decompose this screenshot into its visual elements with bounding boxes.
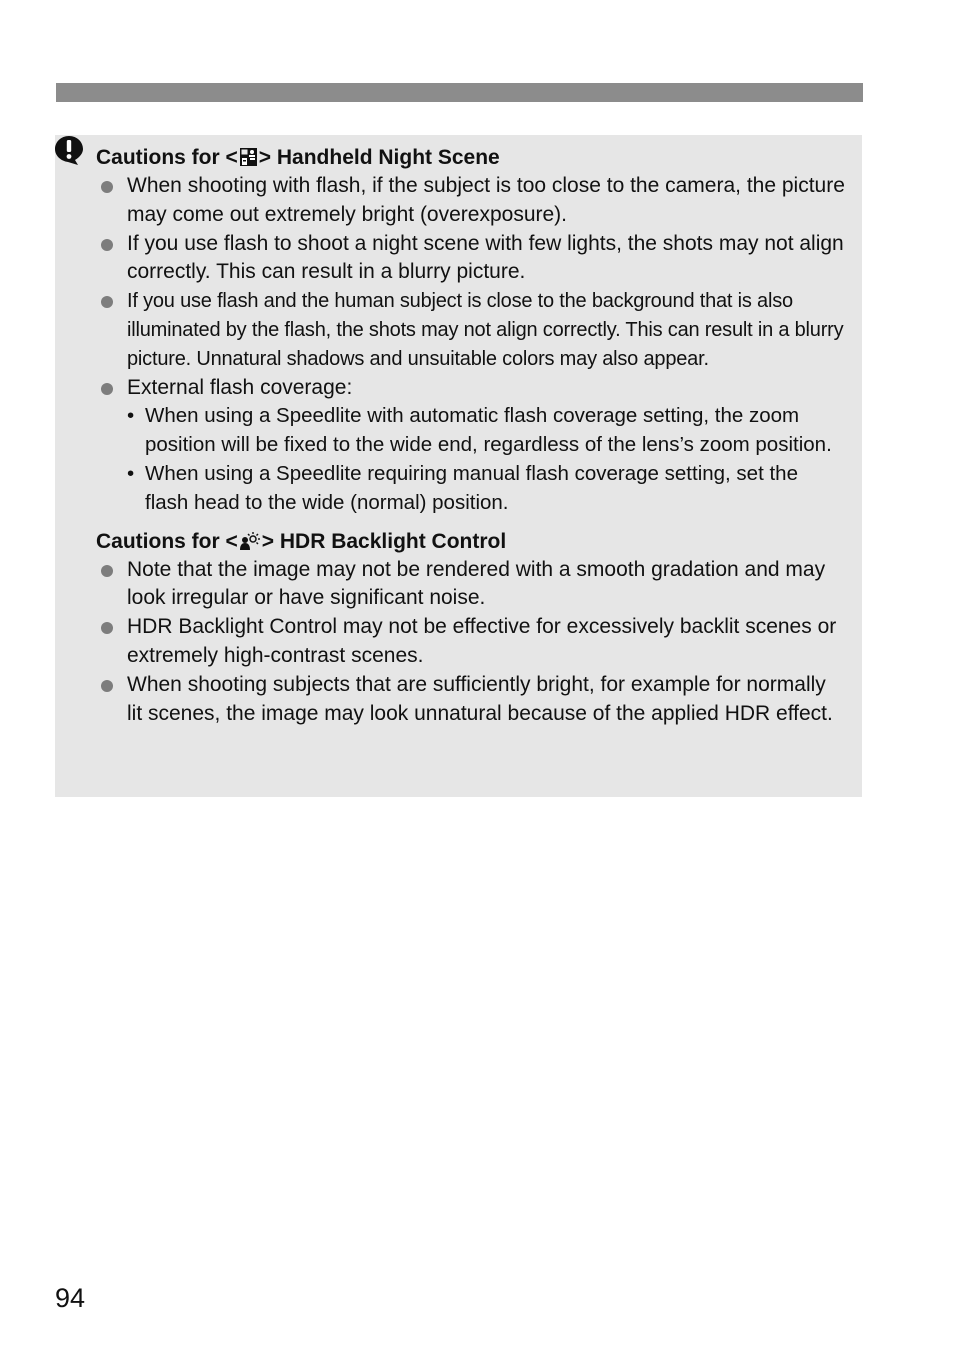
heading-suffix: > HDR Backlight Control bbox=[261, 529, 507, 553]
bullet-icon bbox=[101, 680, 113, 692]
caution-icon bbox=[54, 135, 84, 165]
bullet-icon bbox=[101, 239, 113, 251]
list-item-text: External flash coverage: bbox=[127, 375, 353, 399]
caution-content bbox=[96, 143, 846, 728]
list-item bbox=[96, 230, 846, 288]
sub-bullet-icon: • bbox=[127, 404, 135, 428]
list-item bbox=[96, 287, 846, 373]
night-scene-caution-list bbox=[96, 172, 846, 518]
hdr-backlight-control-icon bbox=[239, 531, 261, 551]
night-scene-caution-heading bbox=[96, 143, 846, 172]
section-header-bar bbox=[56, 83, 863, 102]
hdr-backlight-caution-list bbox=[96, 556, 846, 729]
sub-bullet-icon: • bbox=[127, 461, 135, 485]
list-item-text: Note that the image may not be rendered with a smooth gradation and may look irregular or have significant noise. bbox=[127, 557, 826, 610]
bullet-icon bbox=[101, 181, 113, 193]
hdr-backlight-caution-heading bbox=[96, 527, 846, 556]
sub-list-item bbox=[127, 460, 846, 518]
bullet-icon bbox=[101, 565, 113, 577]
heading-prefix: Cautions for < bbox=[96, 529, 238, 553]
list-item-text: If you use flash to shoot a night scene with few lights, the shots may not align correctly. This can result in a blurry picture. bbox=[127, 231, 844, 284]
list-item bbox=[96, 556, 846, 614]
sub-list-item-text: When using a Speedlite with automatic flash coverage setting, the zoom position will be fixed to the wide end, regardless of the lens’s zoom position. bbox=[145, 404, 832, 457]
heading-prefix: Cautions for < bbox=[96, 146, 238, 169]
bullet-icon bbox=[101, 383, 113, 395]
heading-suffix: > Handheld Night Scene bbox=[258, 146, 500, 169]
sub-list-item-text: When using a Speedlite requiring manual flash coverage setting, set the flash head to the wide (normal) position. bbox=[145, 461, 798, 514]
handheld-night-scene-icon bbox=[239, 147, 258, 167]
list-item-text: When shooting with flash, if the subject is too close to the camera, the picture may come out extremely bright (overexposure). bbox=[127, 174, 845, 226]
section-gap bbox=[96, 518, 846, 527]
list-item-text: HDR Backlight Control may not be effective for excessively backlit scenes or extremely high-contrast scenes. bbox=[127, 615, 837, 667]
page-number: 94 bbox=[55, 1283, 86, 1313]
bullet-icon bbox=[101, 296, 113, 308]
list-item bbox=[96, 374, 846, 518]
list-item-text: When shooting subjects that are sufficiently bright, for example for normally lit scenes, the image may look unnatural because of the applied HDR effect. bbox=[127, 672, 833, 725]
flash-coverage-sublist bbox=[127, 402, 846, 517]
bullet-icon bbox=[101, 622, 113, 634]
list-item bbox=[96, 613, 846, 671]
sub-list-item bbox=[127, 402, 846, 460]
list-item bbox=[96, 172, 846, 230]
list-item bbox=[96, 671, 846, 729]
list-item-text: If you use flash and the human subject is close to the background that is also illuminated by the flash, the shots may not align correctly. This can result in a blurry picture. Unnatural shadows and unsuitable colors may also appear. bbox=[127, 290, 844, 370]
